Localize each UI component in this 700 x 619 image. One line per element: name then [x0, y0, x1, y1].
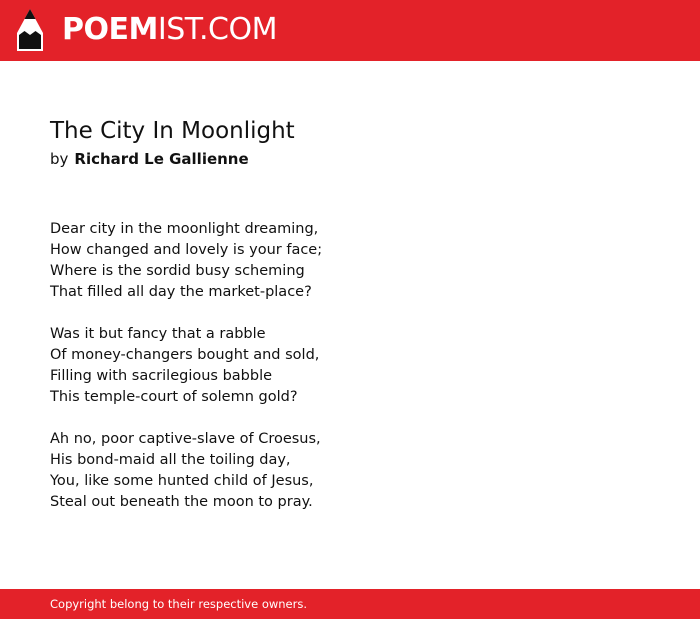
- poem-title: The City In Moonlight: [50, 118, 295, 144]
- poem-body: [50, 219, 430, 534]
- poem-byline: [50, 148, 249, 170]
- poem-line: Ah no, poor captive-slave of Croesus,: [50, 431, 321, 447]
- poem-stanza: [50, 219, 430, 303]
- site-header: [0, 0, 700, 61]
- site-logo[interactable]: [62, 12, 277, 48]
- poem-line: His bond-maid all the toiling day,: [50, 452, 291, 468]
- site-footer: [0, 589, 700, 619]
- poem-line: Where is the sordid busy scheming: [50, 263, 305, 279]
- logo-bold-text: POEM: [62, 12, 158, 47]
- poem-author: Richard Le Gallienne: [74, 150, 249, 168]
- poem-line: Was it but fancy that a rabble: [50, 326, 266, 342]
- poem-stanza: [50, 324, 430, 408]
- poem-line: That filled all day the market-place?: [50, 284, 312, 300]
- poem-line: Steal out beneath the moon to pray.: [50, 494, 313, 510]
- copyright-text: Copyright belong to their respective owners.: [50, 597, 308, 611]
- poem-line: Of money-changers bought and sold,: [50, 347, 320, 363]
- poem-stanza: [50, 429, 430, 513]
- logo-light-text: IST.COM: [157, 12, 277, 47]
- poem-line: This temple-court of solemn gold?: [50, 389, 298, 405]
- poem-line: Dear city in the moonlight dreaming,: [50, 221, 319, 237]
- pencil-icon[interactable]: [17, 9, 43, 51]
- by-label: by: [50, 150, 69, 168]
- poem-line: How changed and lovely is your face;: [50, 242, 323, 258]
- poem-line: Filling with sacrilegious babble: [50, 368, 273, 384]
- poem-line: You, like some hunted child of Jesus,: [50, 473, 314, 489]
